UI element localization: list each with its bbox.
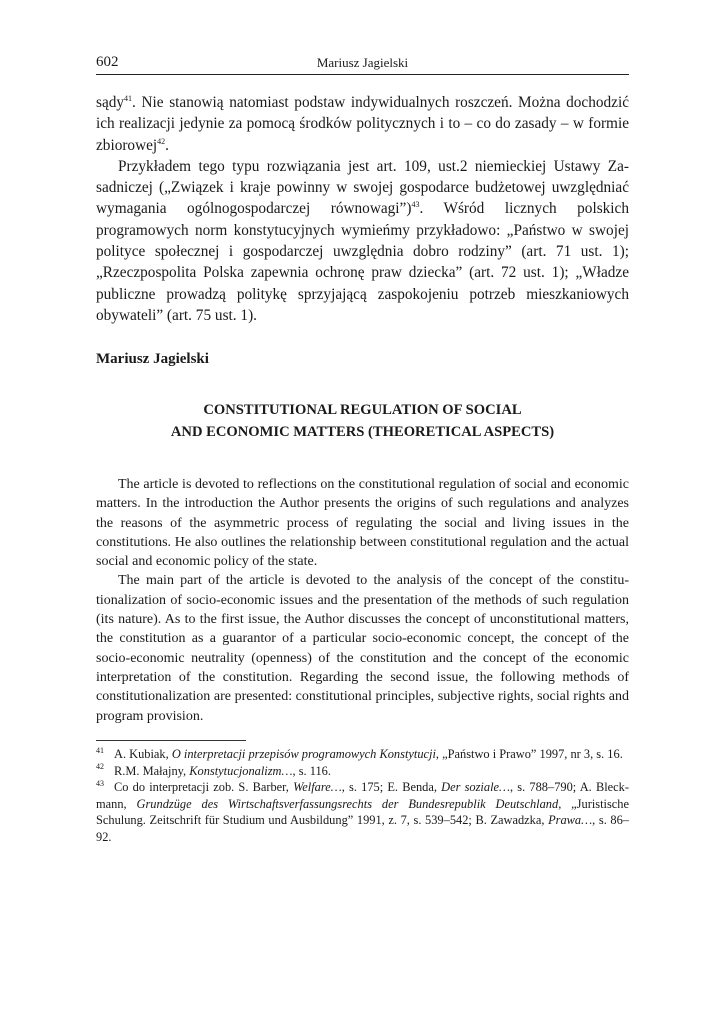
footnote-43: 43 Co do interpretacji zob. S. Barber, Welfare…, s. 175; E. Benda, Der soziale…, s. 788–790; A. Bleckmann, Grundzüge des Wirtschaftsverfassungsrechts der Bundesrepublik Deutschland, „Juristische Schulung. Zeitschrift für Studium und Ausbildung” 1991, z. 7, s. 539–542; B. Zawadzka, Prawa…, s. 86–92.	[96, 779, 629, 844]
summary-title-line-1: CONSTITUTIONAL REGULATION OF SOCIAL	[203, 402, 522, 418]
page-number: 602	[96, 54, 119, 70]
footnote-divider	[96, 740, 246, 741]
summary-author: Mariusz Jagielski	[96, 351, 209, 367]
footnote-41: 41 A. Kubiak, O interpretacji przepisów programowych Konstytucji, „Państwo i Prawo” 1997, nr 3, s. 16.	[96, 745, 623, 761]
footnotes	[96, 746, 629, 846]
summary-title-line-2: AND ECONOMIC MATTERS (THEORETICAL ASPECTS)	[170, 424, 555, 440]
body-text-run: . Wśród licznych polskich programowych norm konstytucyjnych wymieńmy przykładowo: „Państwo w swojej polityce społecznej i gospodarczej uwzględnia dobro rodziny” (art. 71 ust. 1); „Rzeczpospolita Polska zapewnia ochronę praw dziecka” (art. 72 ust. 1); „Władze publiczne prowadzą politykę sprzyjającą zaspokojeniu potrzeb mieszkaniowych obywateli” (art. 75 ust. 1).	[96, 200, 629, 324]
body-text	[96, 92, 629, 326]
footnote-title: O interpretacji przepisów programowych Konstytucji	[171, 747, 436, 761]
footnote-ref-41[interactable]: 41	[124, 93, 133, 103]
footnote-text: , s. 175; E. Benda,	[341, 780, 442, 795]
summary-title	[96, 399, 629, 443]
footnote-text: , s. 788–790; A. Bleckmann,	[96, 780, 629, 811]
footnote-title: Konstytucjonalizm…	[189, 763, 293, 778]
footnote-text: Co do interpretacji zob. S. Barber,	[114, 780, 294, 795]
body-text-run: . Nie stanowią natomiast podstaw indywidualnych roszczeń. Można dochodzić ich realizacji jedynie za pomocą środków politycznych i to – co do zasady – w formie zbiorowej	[96, 94, 629, 154]
abstract-paragraph-2: The main part of the article is devoted to the analysis of the concept of the constitutionalization of socio-economic issues and the presentation of the methods of such regulation (its nature). As to the first issue, the Author discusses the concept of unconstitutional matters, the constitution as a guarantor of a particular socio-economic concept, the concept of the socio-economic neutrality (openness) of the constitution and the concept of the economic interpretation of the constitution. Regarding the second issue, the following methods of constitutionalization are presented: constitutional principles, subjective rights, social rights and program provision.	[96, 573, 629, 724]
footnote-ref-42[interactable]: 42	[157, 136, 166, 146]
footnote-title: Der soziale…	[441, 780, 511, 795]
body-paragraph-1	[96, 92, 629, 156]
footnote-42: 42 R.M. Małajny, Konstytucjonalizm…, s. 116.	[96, 762, 331, 778]
body-text-run: .	[165, 136, 169, 154]
abstract-paragraph-1: The article is devoted to reflections on the constitutional regulation of social and economic matters. In the introduction the Author presents the origins of such regulations and analyzes the reasons of the asymmetric process of regulating the social and living issues in the constitutions. He also outlines the relationship between constitutional regulation and the actual social and economic policy of the state.	[96, 477, 629, 570]
running-header	[96, 52, 629, 75]
body-text-run: sądy	[96, 94, 125, 111]
footnote-text: , s. 86–92.	[96, 813, 629, 844]
footnote-text: R.M. Małajny,	[114, 763, 190, 778]
footnote-title: Welfare…	[293, 780, 342, 795]
summary-abstract	[96, 475, 629, 726]
footnote-ref-43[interactable]: 43	[411, 200, 420, 210]
footnote-text: , s. 116.	[292, 763, 331, 778]
footnote-text: A. Kubiak,	[114, 747, 172, 761]
footnote-title: Prawa…	[548, 813, 593, 828]
body-paragraph-2	[96, 156, 629, 326]
body-text-run: Przykładem tego typu rozwiązania jest art. 109, ust.2 niemieckiej Ustawy Zasadniczej („Związek i kraje powinny w swojej gospodarce budżetowej uwzględniać wymagania ogólnogospodarczej równowagi”)	[96, 157, 629, 218]
footnote-text: , „Państwo i Prawo” 1997, nr 3, s. 16.	[435, 747, 623, 761]
header-author: Mariusz Jagielski	[316, 55, 409, 70]
footnote-title: Grundzüge des Wirtschaftsverfassungsrechts der Bundesrepublik Deutschland	[136, 796, 559, 811]
footnote-text: , „Juristische Schulung. Zeitschrift für Studium und Ausbildung” 1991, z. 7, s. 539–542; B. Zawadzka,	[96, 796, 629, 828]
